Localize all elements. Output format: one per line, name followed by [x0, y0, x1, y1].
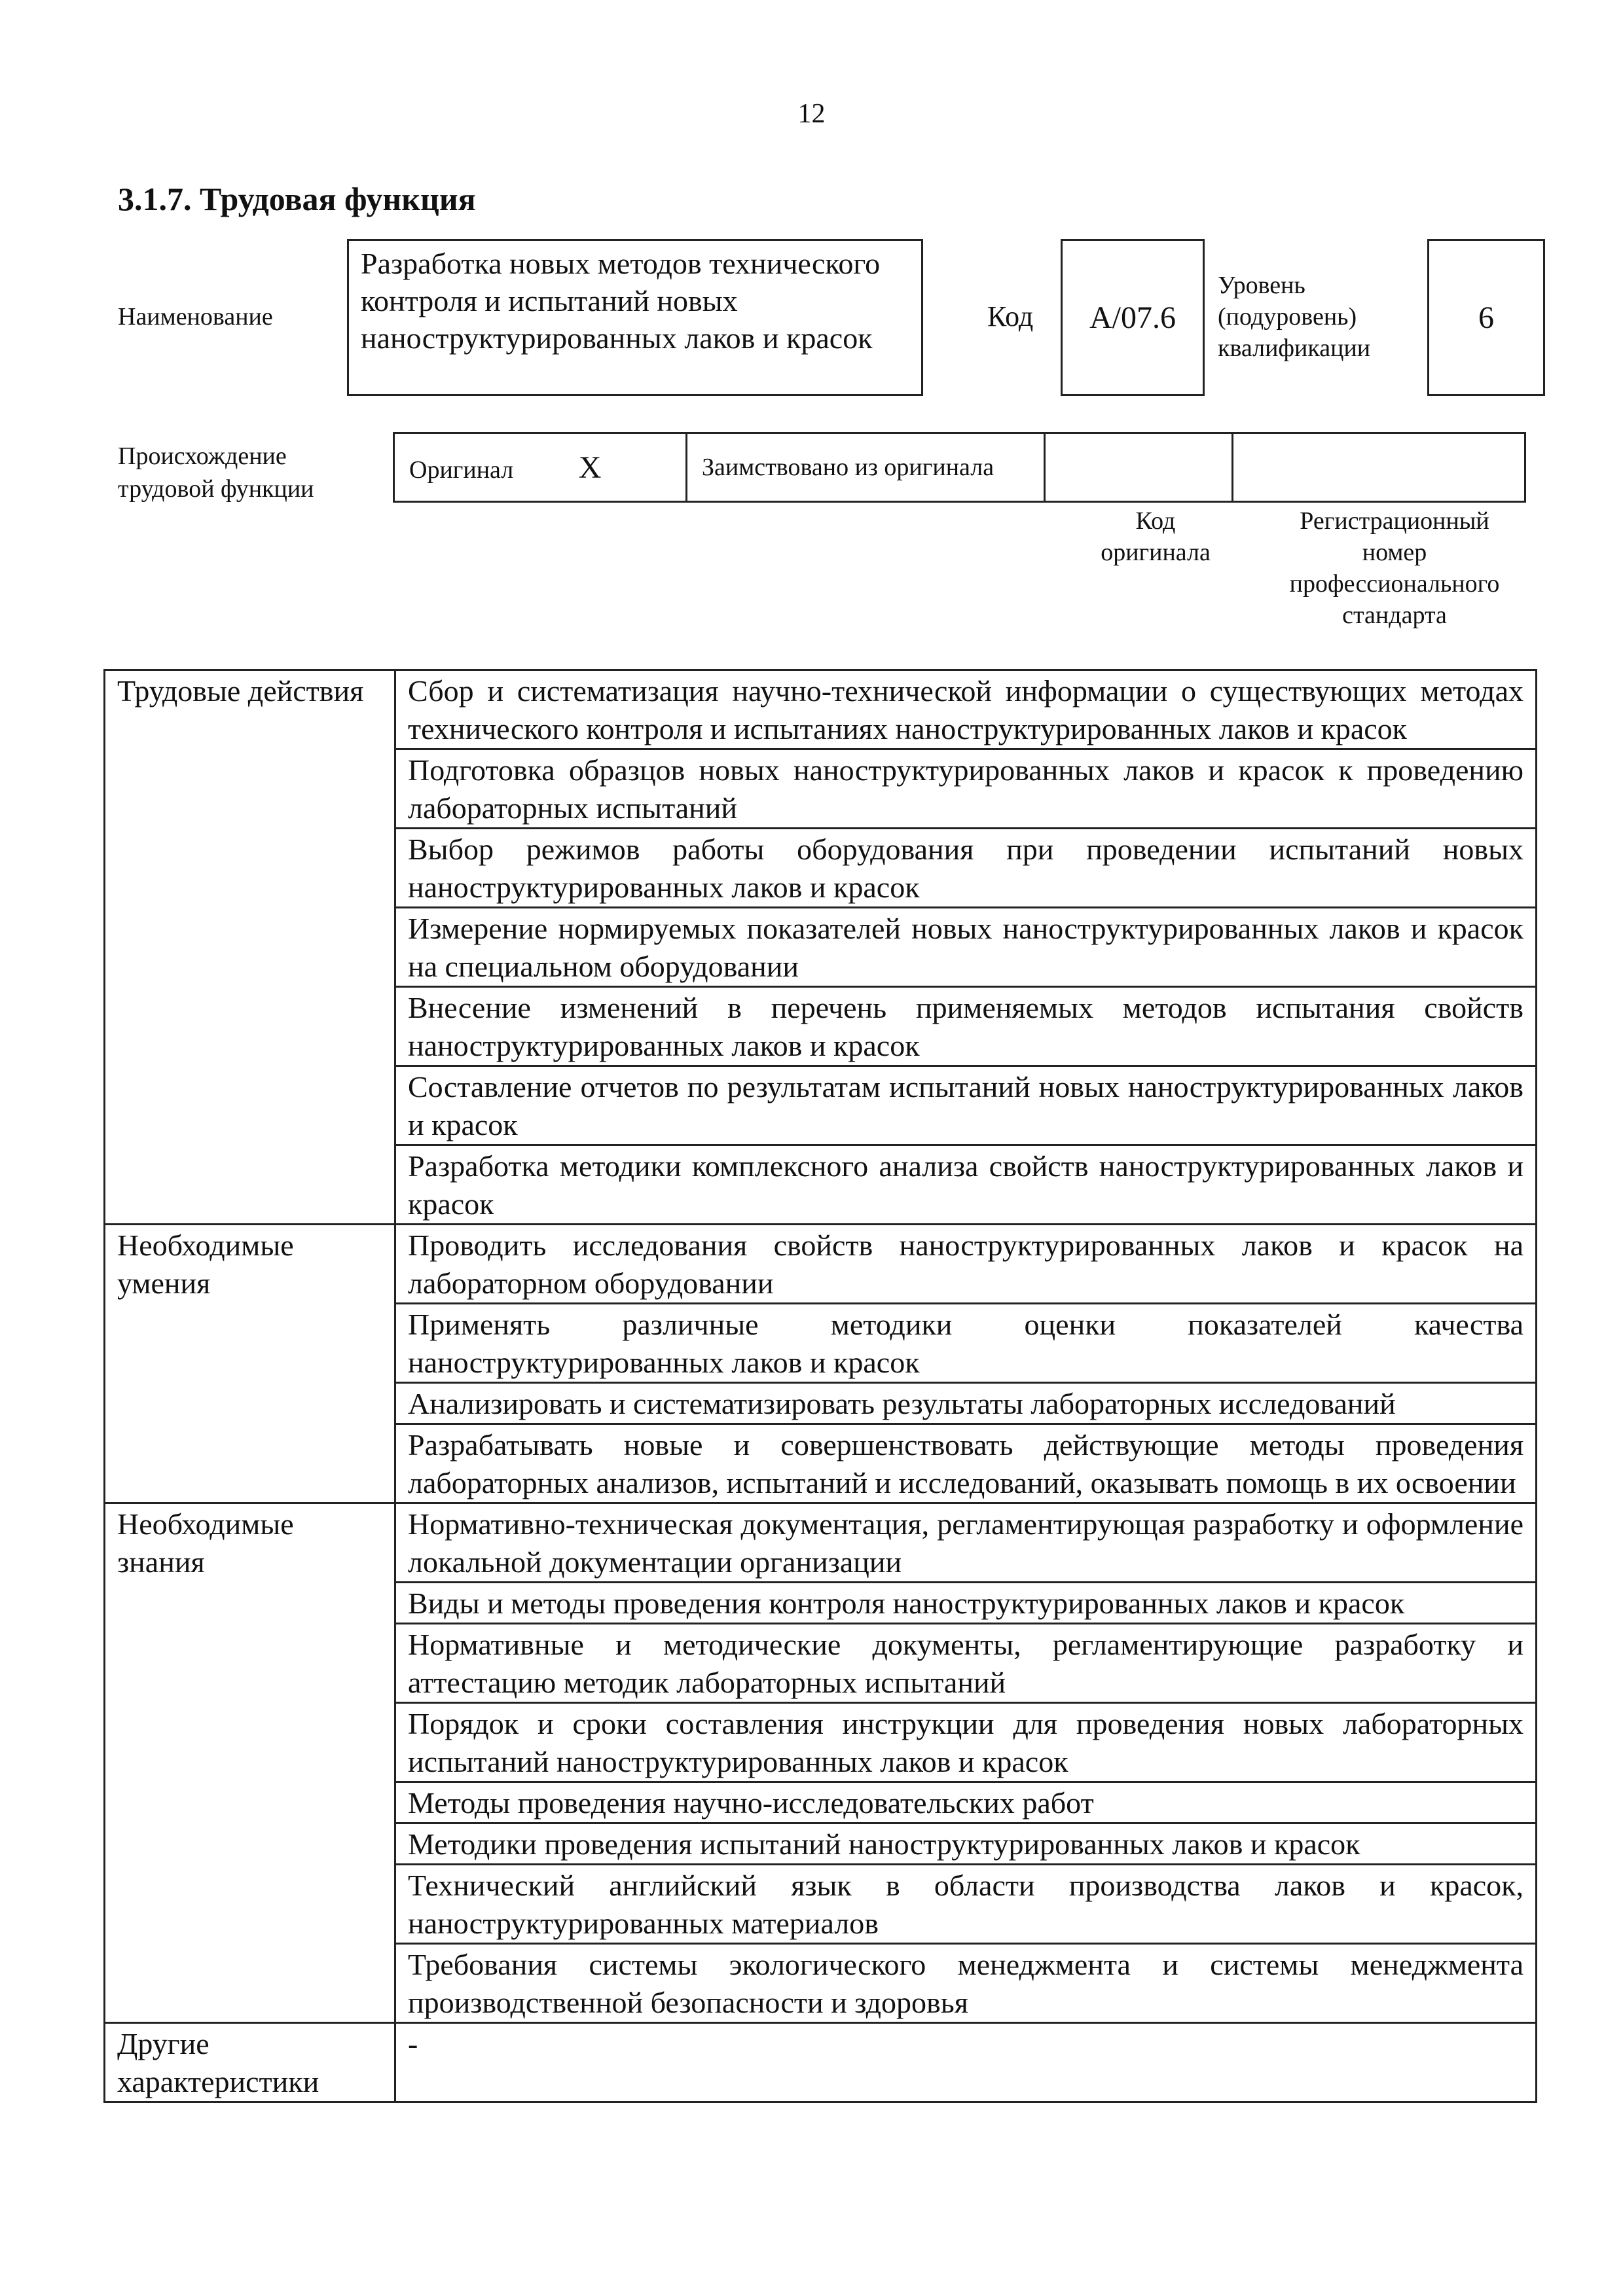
- section-item: -: [395, 2023, 1537, 2102]
- level-box: [1427, 239, 1545, 396]
- section-title: 3.1.7. Трудовая функция: [118, 181, 476, 217]
- section-item: Нормативно-техническая документация, регламентирующая разработку и оформление локальной документации организации: [395, 1503, 1537, 1583]
- section-item: Проводить исследования свойств наноструктурированных лаков и красок на лабораторном оборудовании: [395, 1225, 1537, 1304]
- registration-number-cell: [1233, 433, 1525, 502]
- labor-function-table: [103, 669, 1537, 2103]
- original-cell: [394, 433, 687, 502]
- code-value: А/07.6: [1089, 300, 1176, 335]
- registration-caption-line: профессионального: [1289, 570, 1500, 598]
- section-label: Трудовые действия: [105, 670, 395, 1225]
- section-item: Составление отчетов по результатам испытаний новых наноструктурированных лаков и красок: [395, 1066, 1537, 1145]
- original-label: Оригинал: [409, 456, 514, 484]
- section-label: Другие характеристики: [105, 2023, 395, 2102]
- borrowed-cell: Заимствовано из оригинала: [687, 433, 1045, 502]
- level-label: [1218, 270, 1370, 364]
- table-row: [105, 1503, 1537, 1583]
- section-item: Нормативные и методические документы, регламентирующие разработку и аттестацию методик лабораторных испытаний: [395, 1624, 1537, 1703]
- code-label: Код: [987, 300, 1034, 332]
- page-number: 12: [797, 99, 826, 129]
- section-item: Разрабатывать новые и совершенствовать действующие методы проведения лабораторных анализов, испытаний и исследований, оказывать помощь в их освоении: [395, 1424, 1537, 1503]
- code-caption: [1061, 505, 1250, 568]
- section-item: Требования системы экологического менеджмента и системы менеджмента производственной безопасности и здоровья: [395, 1944, 1537, 2023]
- section-item: Выбор режимов работы оборудования при проведении испытаний новых наноструктурированных лаков и красок: [395, 829, 1537, 908]
- section-item: Измерение нормируемых показателей новых наноструктурированных лаков и красок на специальном оборудовании: [395, 908, 1537, 987]
- section-label: Необходимые знания: [105, 1503, 395, 2023]
- section-item: Анализировать и систематизировать результаты лабораторных исследований: [395, 1383, 1537, 1424]
- origin-label-line: Происхождение: [118, 442, 287, 470]
- code-caption-line: Код: [1135, 507, 1176, 535]
- registration-caption-line: стандарта: [1342, 601, 1447, 629]
- code-box: [1061, 239, 1205, 396]
- name-label: Наименование: [118, 303, 273, 331]
- registration-caption-line: Регистрационный: [1300, 507, 1489, 535]
- level-value: 6: [1478, 300, 1494, 335]
- section-item: Методы проведения научно-исследовательских работ: [395, 1782, 1537, 1823]
- section-item: Порядок и сроки составления инструкции для проведения новых лабораторных испытаний наноструктурированных лаков и красок: [395, 1703, 1537, 1782]
- level-label-line: Уровень: [1218, 272, 1305, 299]
- section-label: Необходимые умения: [105, 1225, 395, 1503]
- original-code-cell: [1045, 433, 1233, 502]
- section-item: Методики проведения испытаний наноструктурированных лаков и красок: [395, 1823, 1537, 1865]
- section-item: Подготовка образцов новых наноструктурированных лаков и красок к проведению лабораторных испытаний: [395, 749, 1537, 829]
- section-item: Разработка методики комплексного анализа свойств наноструктурированных лаков и красок: [395, 1145, 1537, 1225]
- level-label-line: квалификации: [1218, 334, 1371, 362]
- section-item: Технический английский язык в области производства лаков и красок, наноструктурированных материалов: [395, 1865, 1537, 1944]
- section-item: Внесение изменений в перечень применяемых методов испытания свойств наноструктурированных лаков и красок: [395, 987, 1537, 1066]
- code-caption-line: оригинала: [1101, 539, 1211, 566]
- registration-caption-line: номер: [1362, 539, 1427, 566]
- function-name-box: Разработка новых методов технического контроля и испытаний новых наноструктурированных лаков и красок: [347, 239, 923, 396]
- section-item: Виды и методы проведения контроля наноструктурированных лаков и красок: [395, 1583, 1537, 1624]
- table-row: [105, 2023, 1537, 2102]
- origin-label: [118, 440, 314, 505]
- registration-caption: [1250, 505, 1539, 631]
- table-row: [105, 670, 1537, 749]
- section-item: Сбор и систематизация научно-технической информации о существующих методах технического контроля и испытаниях наноструктурированных лаков и красок: [395, 670, 1537, 749]
- original-mark: X: [578, 450, 602, 485]
- level-label-line: (подуровень): [1218, 303, 1357, 331]
- origin-label-line: трудовой функции: [118, 475, 314, 503]
- table-row: [105, 1225, 1537, 1304]
- section-item: Применять различные методики оценки показателей качества наноструктурированных лаков и красок: [395, 1304, 1537, 1383]
- origin-table: [393, 432, 1526, 503]
